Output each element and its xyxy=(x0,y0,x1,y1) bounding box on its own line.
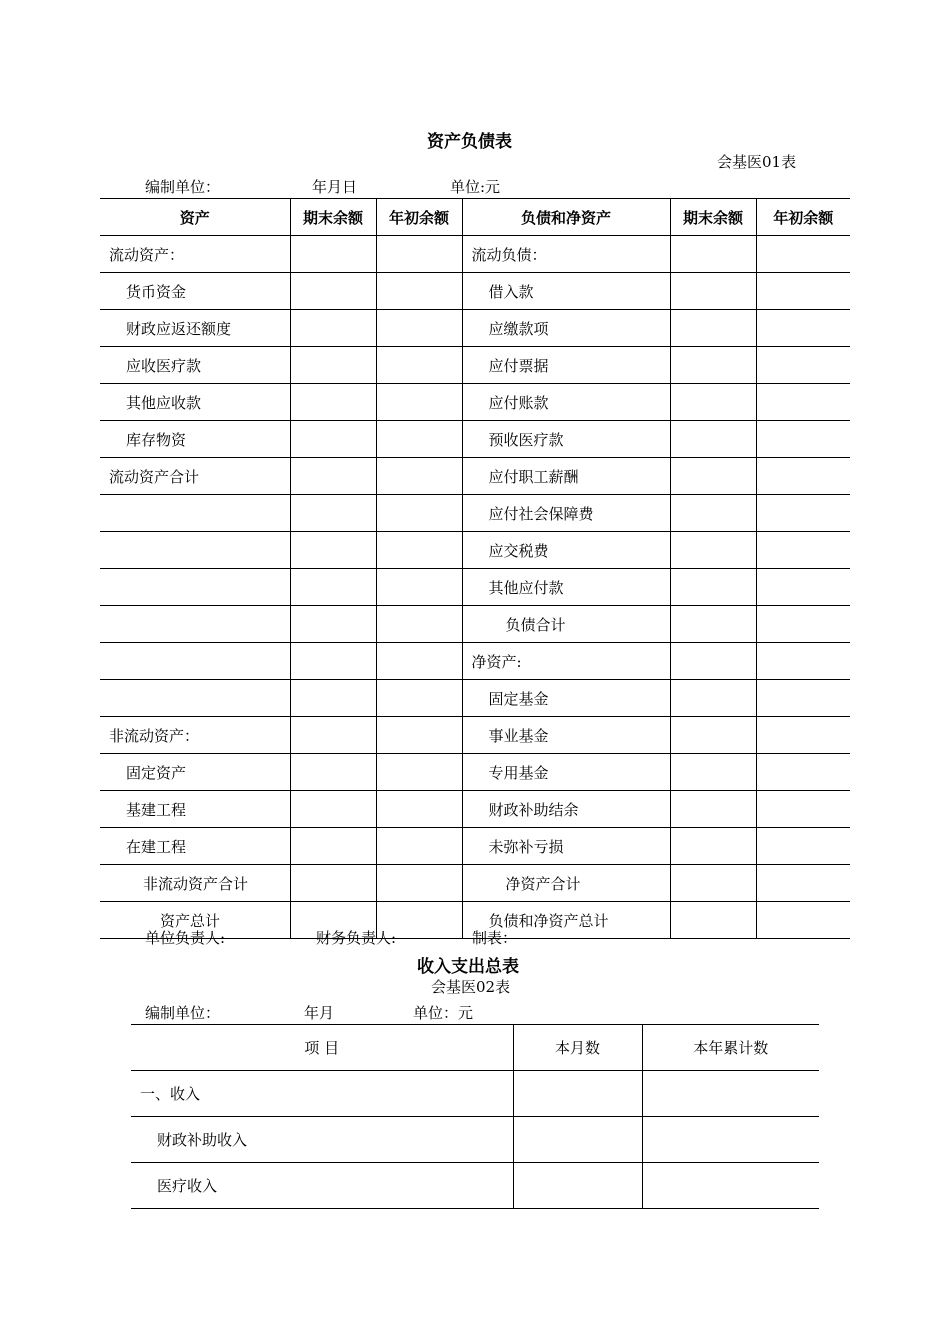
value-cell xyxy=(376,384,462,421)
header-end-balance: 期末余额 xyxy=(290,199,376,236)
value-cell xyxy=(290,791,376,828)
value-cell xyxy=(756,791,850,828)
value-cell xyxy=(756,828,850,865)
table-row xyxy=(131,1163,819,1209)
asset-cell xyxy=(100,680,290,717)
value-cell xyxy=(376,347,462,384)
header-month: 本月数 xyxy=(513,1025,642,1071)
value-cell xyxy=(756,384,850,421)
header-assets: 资产 xyxy=(100,199,290,236)
header-end-balance-2: 期末余额 xyxy=(670,199,756,236)
table-row xyxy=(100,606,850,643)
value-cell xyxy=(756,754,850,791)
asset-cell: 其他应收款 xyxy=(100,384,290,421)
value-cell xyxy=(670,717,756,754)
liab-cell: 未弥补亏损 xyxy=(462,828,670,865)
value-cell xyxy=(290,236,376,273)
income-statement-date-label: 年月 xyxy=(304,1004,335,1022)
value-cell xyxy=(290,643,376,680)
value-cell xyxy=(670,606,756,643)
table-row xyxy=(100,791,850,828)
liab-cell: 应付职工薪酬 xyxy=(462,458,670,495)
liab-cell: 应缴款项 xyxy=(462,310,670,347)
value-cell xyxy=(290,458,376,495)
value-cell xyxy=(670,310,756,347)
footer-finance-head: 财务负责人: xyxy=(316,929,397,947)
liab-cell: 应付社会保障费 xyxy=(462,495,670,532)
value-cell xyxy=(756,495,850,532)
liab-cell: 预收医疗款 xyxy=(462,421,670,458)
value-cell xyxy=(290,495,376,532)
value-cell xyxy=(376,569,462,606)
table-row xyxy=(100,310,850,347)
value-cell xyxy=(290,532,376,569)
value-cell xyxy=(756,421,850,458)
income-header-row xyxy=(131,1025,819,1071)
liab-cell: 流动负债： xyxy=(462,236,670,273)
value-cell xyxy=(290,569,376,606)
value-cell xyxy=(376,717,462,754)
value-cell xyxy=(670,273,756,310)
asset-cell: 应收医疗款 xyxy=(100,347,290,384)
value-cell xyxy=(670,643,756,680)
value-cell xyxy=(756,236,850,273)
income-statement-form-code: 会基医02表 xyxy=(431,978,511,996)
liab-cell: 借入款 xyxy=(462,273,670,310)
value-cell xyxy=(756,569,850,606)
value-cell xyxy=(290,865,376,902)
value-cell xyxy=(376,421,462,458)
value-cell xyxy=(670,236,756,273)
table-row xyxy=(100,569,850,606)
balance-sheet-header-row xyxy=(100,199,850,236)
table-row xyxy=(100,717,850,754)
value-cell xyxy=(290,384,376,421)
asset-cell: 固定资产 xyxy=(100,754,290,791)
liab-cell: 财政补助结余 xyxy=(462,791,670,828)
asset-cell: 基建工程 xyxy=(100,791,290,828)
table-row xyxy=(100,421,850,458)
balance-sheet-table xyxy=(100,198,850,939)
value-cell xyxy=(513,1117,642,1163)
income-statement-title: 收入支出总表 xyxy=(417,957,519,977)
value-cell xyxy=(670,791,756,828)
value-cell xyxy=(376,643,462,680)
asset-cell xyxy=(100,569,290,606)
asset-cell: 货币资金 xyxy=(100,273,290,310)
table-row xyxy=(100,495,850,532)
value-cell xyxy=(642,1163,819,1209)
liab-cell: 净资产: xyxy=(462,643,670,680)
asset-cell: 非流动资产： xyxy=(100,717,290,754)
value-cell xyxy=(756,717,850,754)
balance-sheet-title: 资产负债表 xyxy=(427,132,512,152)
liab-cell: 应付票据 xyxy=(462,347,670,384)
value-cell xyxy=(756,273,850,310)
value-cell xyxy=(670,680,756,717)
value-cell xyxy=(670,865,756,902)
value-cell xyxy=(290,310,376,347)
value-cell xyxy=(670,495,756,532)
asset-cell: 在建工程 xyxy=(100,828,290,865)
balance-sheet-form-code: 会基医01表 xyxy=(717,153,797,171)
header-begin-balance: 年初余额 xyxy=(376,199,462,236)
value-cell xyxy=(670,569,756,606)
table-row xyxy=(100,347,850,384)
value-cell xyxy=(513,1071,642,1117)
header-ytd: 本年累计数 xyxy=(642,1025,819,1071)
value-cell xyxy=(290,606,376,643)
asset-cell: 非流动资产合计 xyxy=(100,865,290,902)
income-statement-currency-label: 单位：元 xyxy=(413,1004,474,1022)
value-cell xyxy=(376,495,462,532)
value-cell xyxy=(376,791,462,828)
value-cell xyxy=(642,1117,819,1163)
item-cell: 财政补助收入 xyxy=(131,1117,513,1163)
liab-cell: 固定基金 xyxy=(462,680,670,717)
asset-cell xyxy=(100,643,290,680)
liab-cell: 负债和净资产总计 xyxy=(462,902,670,939)
liab-cell: 其他应付款 xyxy=(462,569,670,606)
value-cell xyxy=(290,421,376,458)
value-cell xyxy=(290,717,376,754)
value-cell xyxy=(756,606,850,643)
asset-cell: 库存物资 xyxy=(100,421,290,458)
value-cell xyxy=(756,643,850,680)
value-cell xyxy=(756,532,850,569)
value-cell xyxy=(670,384,756,421)
value-cell xyxy=(670,458,756,495)
income-statement-unit-label: 编制单位： xyxy=(145,1004,221,1022)
asset-cell: 流动资产： xyxy=(100,236,290,273)
value-cell xyxy=(756,310,850,347)
table-row xyxy=(100,384,850,421)
balance-sheet-currency-label: 单位:元 xyxy=(450,178,501,196)
value-cell xyxy=(756,865,850,902)
table-row xyxy=(100,532,850,569)
table-row xyxy=(100,865,850,902)
value-cell xyxy=(670,421,756,458)
liab-cell: 应交税费 xyxy=(462,532,670,569)
value-cell xyxy=(670,347,756,384)
value-cell xyxy=(376,236,462,273)
header-liabilities: 负债和净资产 xyxy=(462,199,670,236)
liab-cell: 应付账款 xyxy=(462,384,670,421)
value-cell xyxy=(513,1163,642,1209)
liab-cell: 专用基金 xyxy=(462,754,670,791)
asset-cell: 流动资产合计 xyxy=(100,458,290,495)
footer-unit-head: 单位负责人: xyxy=(145,929,226,947)
value-cell xyxy=(290,273,376,310)
value-cell xyxy=(376,273,462,310)
table-row xyxy=(100,458,850,495)
value-cell xyxy=(376,310,462,347)
footer-preparer: 制表： xyxy=(472,929,518,947)
value-cell xyxy=(376,606,462,643)
balance-sheet-unit-label: 编制单位： xyxy=(145,178,221,196)
asset-cell: 资产总计 xyxy=(160,911,221,930)
value-cell xyxy=(376,532,462,569)
balance-sheet-date-label: 年月日 xyxy=(312,178,358,196)
table-row xyxy=(100,828,850,865)
header-item: 项 目 xyxy=(131,1025,513,1071)
value-cell xyxy=(290,828,376,865)
item-cell: 医疗收入 xyxy=(157,1177,218,1195)
value-cell xyxy=(642,1071,819,1117)
value-cell xyxy=(756,347,850,384)
table-row xyxy=(131,1117,819,1163)
value-cell xyxy=(670,532,756,569)
value-cell xyxy=(376,865,462,902)
table-row xyxy=(100,680,850,717)
value-cell xyxy=(756,458,850,495)
value-cell xyxy=(670,828,756,865)
asset-cell xyxy=(100,606,290,643)
asset-cell xyxy=(100,495,290,532)
table-row xyxy=(131,1071,819,1117)
header-begin-balance-2: 年初余额 xyxy=(756,199,850,236)
value-cell xyxy=(756,680,850,717)
item-cell: 一、收入 xyxy=(131,1071,513,1117)
value-cell xyxy=(290,347,376,384)
asset-cell xyxy=(100,532,290,569)
value-cell xyxy=(756,902,850,939)
table-row xyxy=(100,754,850,791)
value-cell xyxy=(670,902,756,939)
table-row xyxy=(100,273,850,310)
value-cell xyxy=(376,828,462,865)
value-cell xyxy=(670,754,756,791)
liab-cell: 负债合计 xyxy=(462,606,670,643)
value-cell xyxy=(290,680,376,717)
value-cell xyxy=(376,680,462,717)
value-cell xyxy=(290,754,376,791)
value-cell xyxy=(376,458,462,495)
income-statement-table xyxy=(131,1024,819,1209)
liab-cell: 事业基金 xyxy=(462,717,670,754)
value-cell xyxy=(376,754,462,791)
asset-cell: 财政应返还额度 xyxy=(100,310,290,347)
table-row xyxy=(100,643,850,680)
table-row xyxy=(100,236,850,273)
liab-cell: 净资产合计 xyxy=(462,865,670,902)
